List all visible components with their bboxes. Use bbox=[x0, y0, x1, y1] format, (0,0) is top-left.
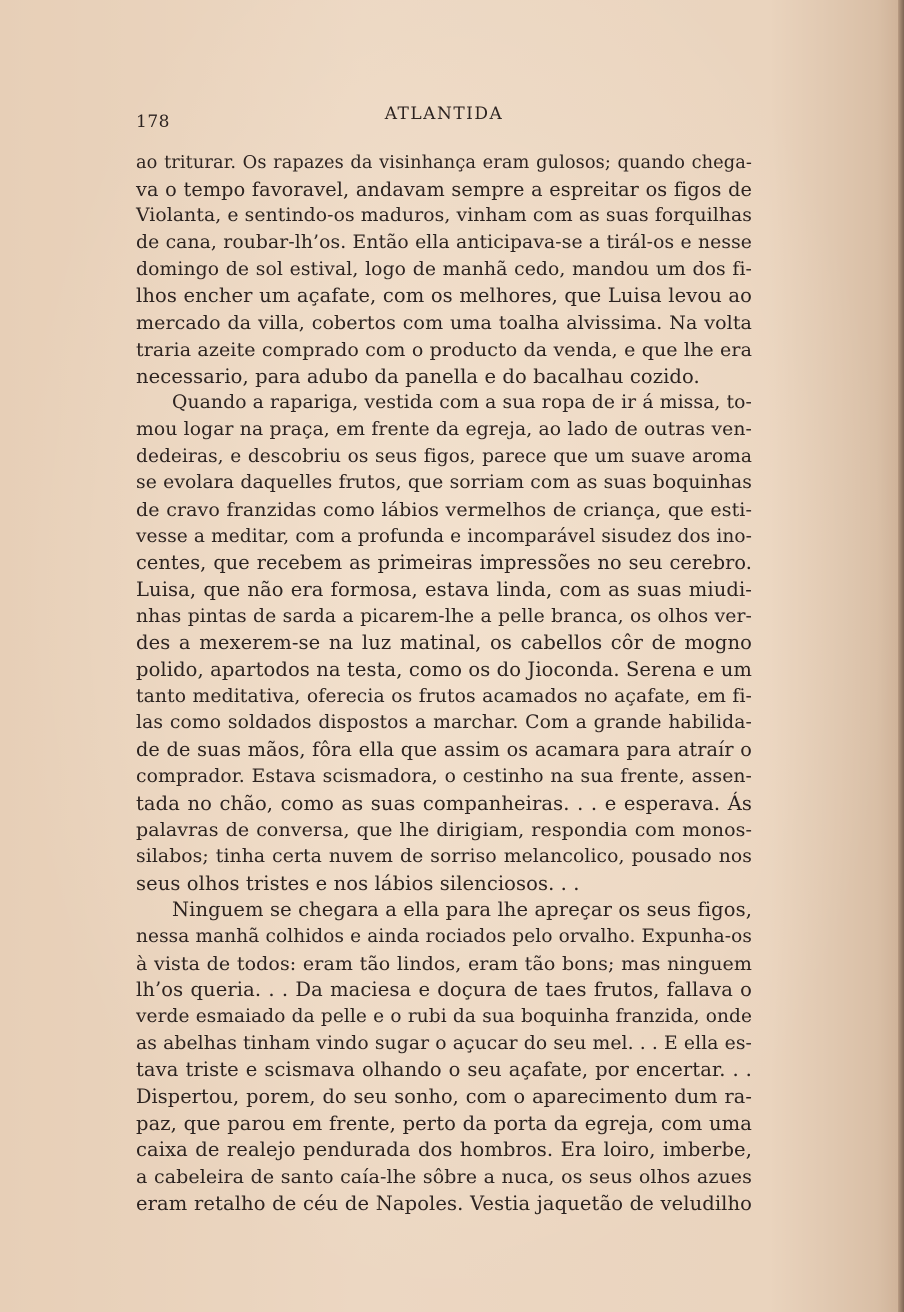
text-line: des a mexerem-se na luz matinal, os cabellos côr de mogno bbox=[136, 631, 752, 655]
text-line: necessario, para adubo da panella e do bacalhau cozido. bbox=[136, 364, 700, 388]
text-line: de de suas mãos, fôra ella que assim os acamara para atraír o bbox=[136, 738, 752, 762]
text-line: traria azeite comprado com o producto da venda, e que lhe era bbox=[136, 338, 752, 361]
text-line: eram retalho de céu de Napoles. Vestia jaquetão de veludilho bbox=[136, 1191, 752, 1215]
text-line: nhas pintas de sarda a picarem-lhe a pelle branca, os olhos ver- bbox=[136, 605, 752, 627]
text-line: Ninguem se chegara a ella para lhe apreçar os seus figos, bbox=[172, 898, 752, 922]
text-line: tanto meditativa, oferecia os frutos acamados no açafate, em fi- bbox=[136, 685, 752, 707]
text-line: silabos; tinha certa nuvem de sorriso melancolico, pousado nos bbox=[136, 845, 752, 867]
text-line: nessa manhã colhidos e ainda rociados pelo orvalho. Expunha-os bbox=[136, 925, 752, 947]
text-line: as abelhas tinham vindo sugar o açucar do seu mel. . . E ella es- bbox=[136, 1032, 752, 1054]
text-line: va o tempo favoravel, andavam sempre a espreitar os figos de bbox=[136, 177, 752, 201]
text-line: verde esmaiado da pelle e o rubi da sua boquinha franzida, onde bbox=[136, 1006, 752, 1027]
text-line: Dispertou, porem, do seu sonho, com o aparecimento dum ra- bbox=[136, 1085, 752, 1109]
page-number: 178 bbox=[136, 112, 170, 132]
page-edge-shadow bbox=[898, 0, 904, 1312]
text-line: se evolara daquelles frutos, que sorriam com as suas boquinhas bbox=[136, 472, 752, 494]
text-line: comprador. Estava scismadora, o cestinho na sua frente, assen- bbox=[136, 765, 752, 787]
text-line: las como soldados dispostos a marchar. Com a grande habilida- bbox=[136, 712, 752, 734]
text-line: tada no chão, como as suas companheiras. . . e esperava. Ás bbox=[136, 791, 752, 815]
text-line: centes, que recebem as primeiras impressões no seu cerebro. bbox=[136, 551, 752, 575]
text-line: de cravo franzidas como lábios vermelhos de criança, que esti- bbox=[136, 498, 752, 521]
text-line: de cana, roubar-lh’os. Então ella anticipava-se a tirál-os e nesse bbox=[136, 232, 752, 254]
text-line: Quando a rapariga, vestida com a sua ropa de ir á missa, to- bbox=[172, 392, 752, 414]
text-line: a cabeleira de santo caía-lhe sôbre a nuca, os seus olhos azues bbox=[136, 1166, 752, 1189]
page-header bbox=[136, 104, 752, 132]
text-line: polido, apartodos na testa, como os do Jioconda. Serena e um bbox=[136, 658, 752, 682]
text-line: à vista de todos: eram tão lindos, eram tão bons; mas ninguem bbox=[136, 952, 752, 975]
body-text bbox=[136, 150, 752, 1218]
text-line: ao triturar. Os rapazes da visinhança eram gulosos; quando chega- bbox=[136, 153, 752, 173]
text-line: mou logar na praça, em frente da egreja, ao lado de outras ven- bbox=[136, 418, 752, 440]
text-line: mercado da villa, cobertos com uma toalha alvissima. Na volta bbox=[136, 312, 752, 335]
text-line: dedeiras, e descobriu os seus figos, parece que um suave aroma bbox=[136, 445, 752, 467]
text-line: Violanta, e sentindo-os maduros, vinham com as suas forquilhas bbox=[136, 205, 752, 227]
text-line: caixa de realejo pendurada dos hombros. Era loiro, imberbe, bbox=[136, 1138, 752, 1162]
text-line: Luisa, que não era formosa, estava linda, com as suas miudi- bbox=[136, 578, 752, 601]
text-line: lh’os queria. . . Da maciesa e doçura de taes frutos, fallava o bbox=[136, 978, 752, 1002]
text-line: domingo de sol estival, logo de manhã cedo, mandou um dos fi- bbox=[136, 258, 752, 280]
text-line: lhos encher um açafate, com os melhores, que Luisa levou ao bbox=[136, 284, 752, 308]
text-line: seus olhos tristes e nos lábios silenciosos. . . bbox=[136, 871, 580, 895]
text-line: tava triste e scismava olhando o seu açafate, por encertar. . . bbox=[136, 1058, 752, 1082]
text-line: palavras de conversa, que lhe dirigiam, respondia com monos- bbox=[136, 819, 752, 842]
running-title: ATLANTIDA bbox=[384, 104, 504, 124]
text-line: paz, que parou em frente, perto da porta da egreja, com uma bbox=[136, 1111, 752, 1135]
text-line: vesse a meditar, com a profunda e incomparável sisudez dos ino- bbox=[136, 525, 752, 547]
